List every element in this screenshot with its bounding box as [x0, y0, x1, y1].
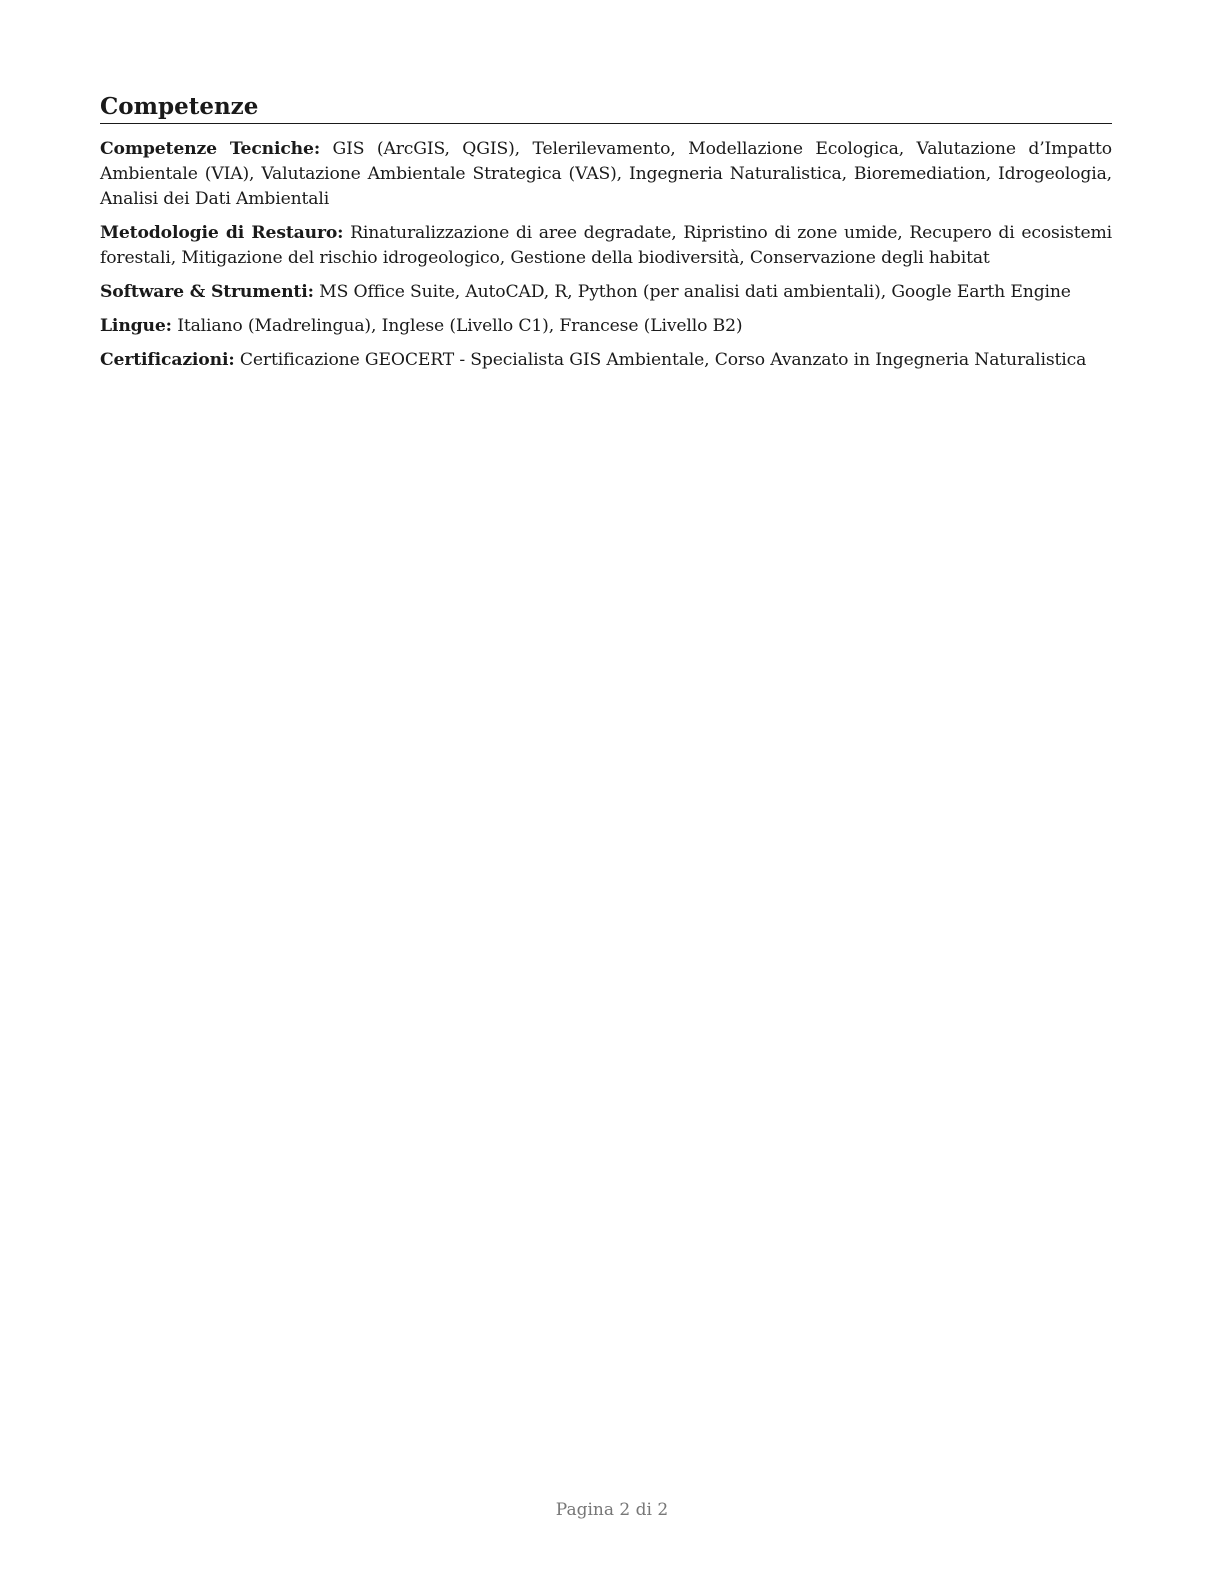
skill-entry-label: Lingue: — [100, 316, 172, 336]
skill-entry-text: MS Office Suite, AutoCAD, R, Python (per analisi dati ambientali), Google Earth Engine — [319, 282, 1071, 302]
skill-entry-text: Certificazione GEOCERT - Specialista GIS Ambientale, Corso Avanzato in Ingegneria Naturalistica — [239, 350, 1087, 370]
skill-entry-text: Rinaturalizzazione di aree degradate, Ripristino di zone umide, Recupero di ecosistemi forestali, Mitigazione del rischio idrogeologico, Gestione della biodiversità, Conservazione degli habitat — [100, 223, 1112, 268]
skill-entry-label: Metodologie di Restauro: — [100, 223, 344, 243]
section-title: Competenze — [100, 92, 1112, 124]
skill-entry-certifications — [100, 348, 1112, 373]
skill-entry-label: Competenze Tecniche: — [100, 139, 321, 159]
skills-list — [100, 137, 1112, 373]
skill-entry-text: GIS (ArcGIS, QGIS), Telerilevamento, Modellazione Ecologica, Valutazione d’Impatto Ambientale (VIA), Valutazione Ambientale Strategica (VAS), Ingegneria Naturalistica, Bioremediation, Idrogeologia, Analisi dei Dati Ambientali — [100, 139, 1112, 209]
page-number: Pagina 2 di 2 — [555, 1500, 669, 1520]
skill-entry-label: Software & Strumenti: — [100, 282, 314, 302]
skill-entry-technical — [100, 137, 1112, 212]
skill-entry-restoration — [100, 221, 1112, 271]
document-page — [100, 92, 1112, 382]
skill-entry-label: Certificazioni: — [100, 350, 235, 370]
skill-entry-text: Italiano (Madrelingua), Inglese (Livello C1), Francese (Livello B2) — [177, 316, 743, 336]
skill-entry-software — [100, 280, 1112, 305]
skill-entry-languages — [100, 314, 1112, 339]
